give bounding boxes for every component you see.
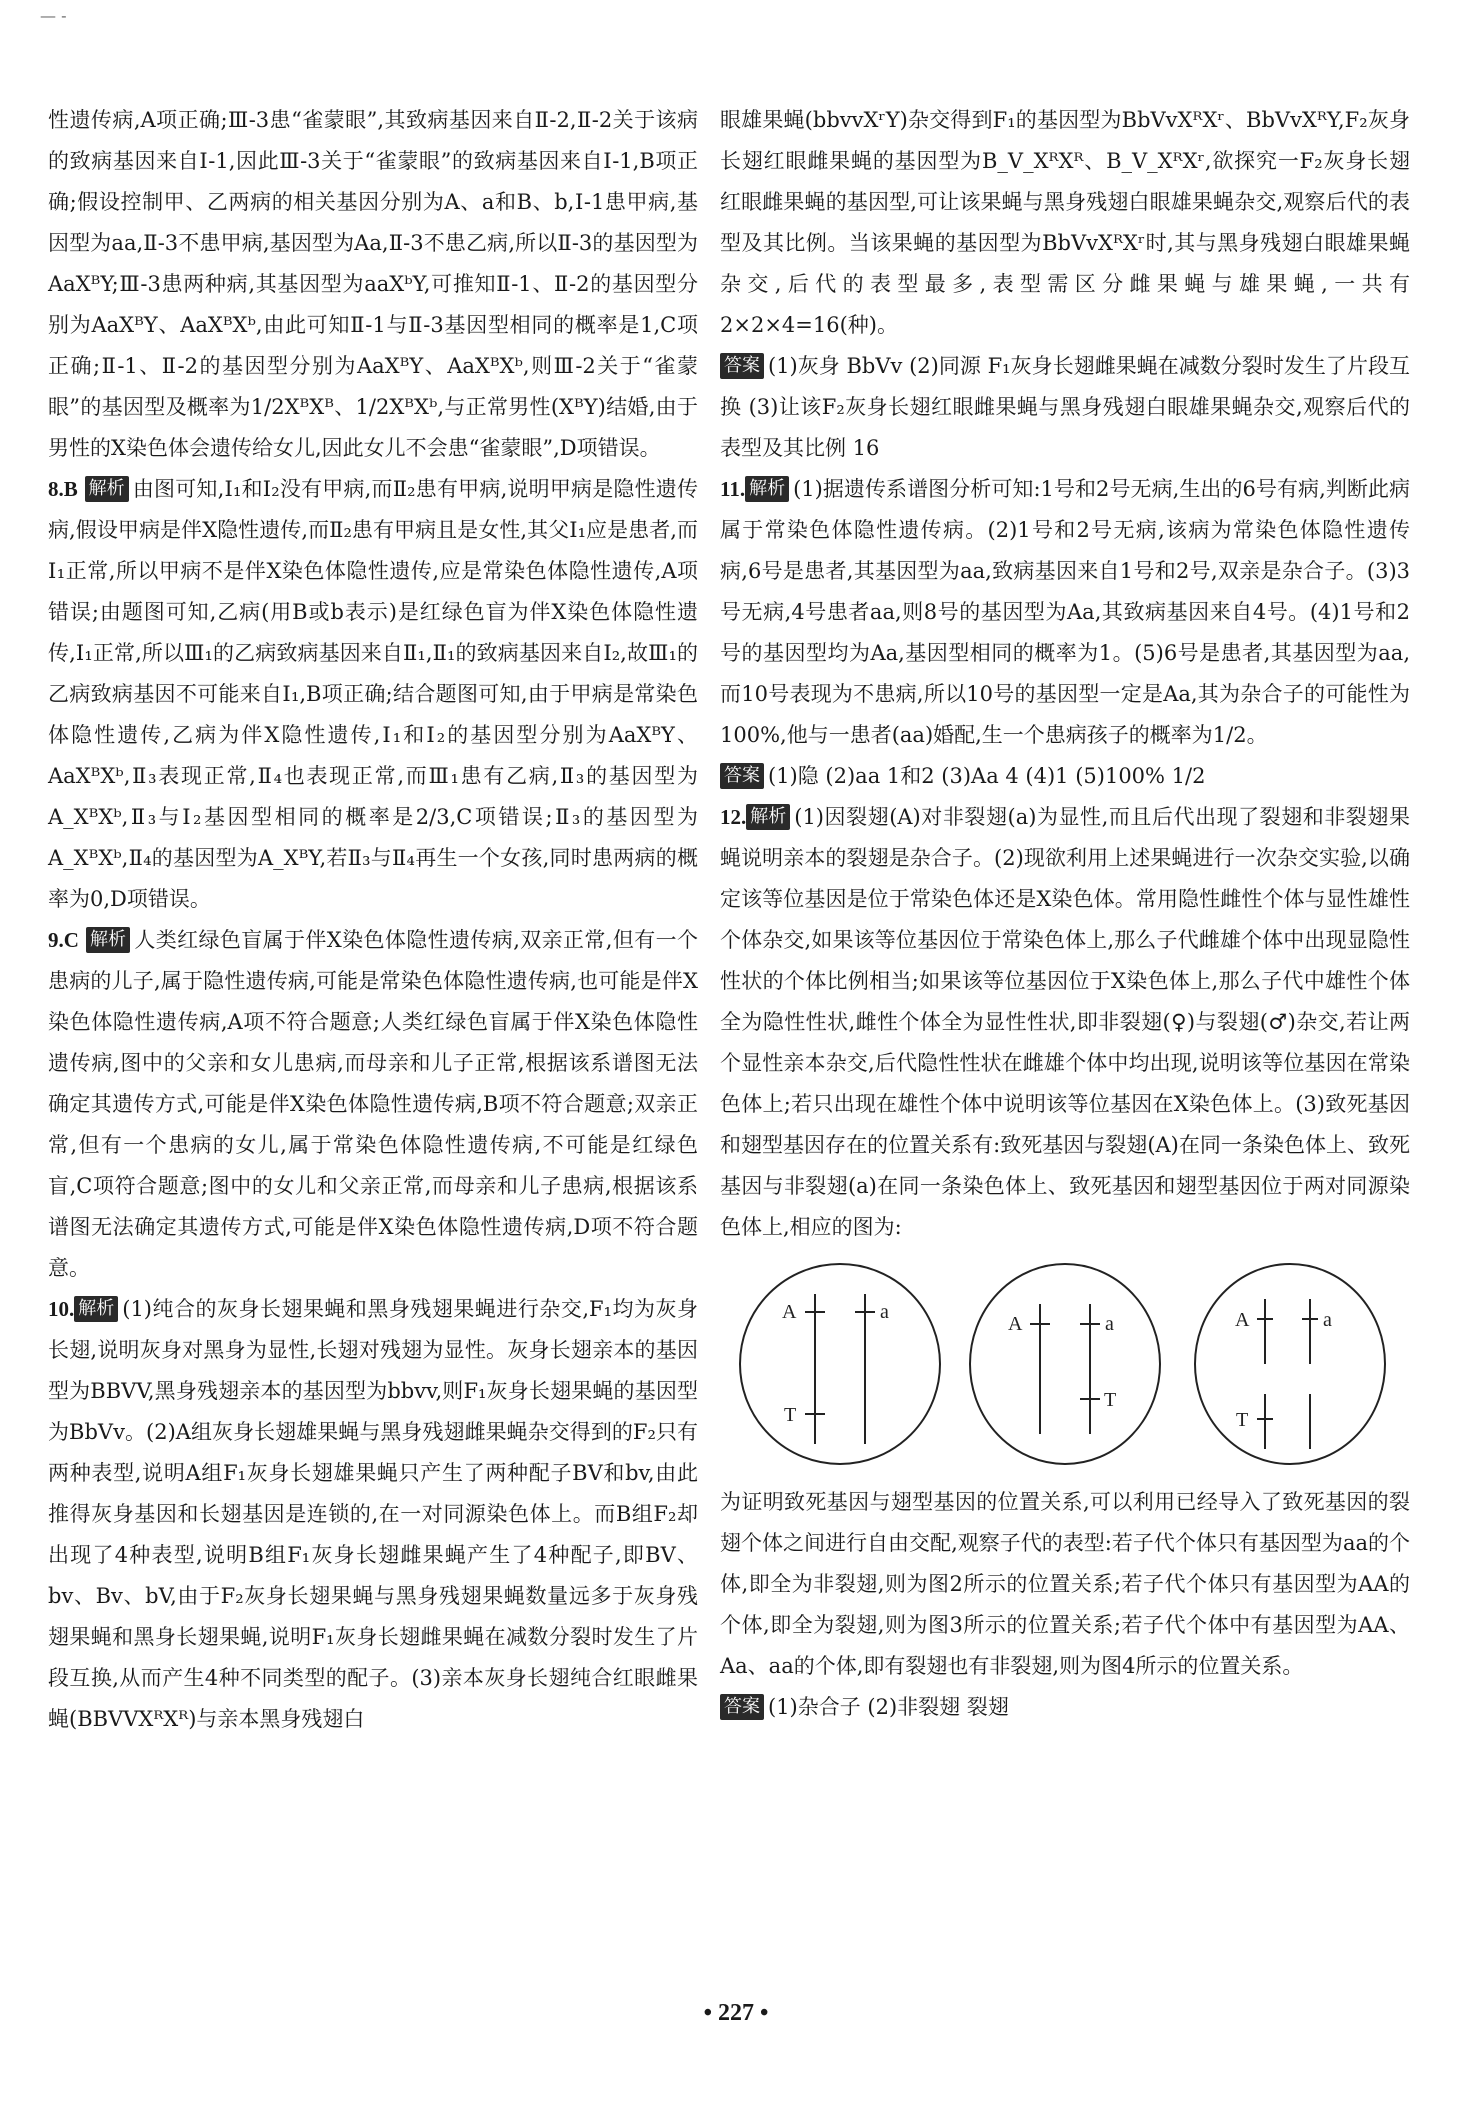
label-A: A — [1008, 1313, 1023, 1335]
analysis-tag: 解析 — [745, 476, 789, 502]
analysis-tag: 解析 — [746, 804, 790, 830]
left-column — [48, 100, 698, 1740]
label-T: T — [784, 1404, 797, 1426]
label-a: a — [1105, 1313, 1114, 1335]
chromosome-figures — [720, 1254, 1410, 1474]
item-8: 8.B 解析 由图可知,Ⅰ₁和Ⅰ₂没有甲病,而Ⅱ₂患有甲病,说明甲病是隐性遗传病,假设甲病是伴X隐性遗传,而Ⅱ₂患有甲病且是女性,其父Ⅰ₁应是患者,而Ⅰ₁正常,所以甲病不是伴X染色体隐性遗传,应是常染色体隐性遗传,A项错误;由题图可知,乙病(用B或b表示)是红绿色盲为伴X染色体隐性遗传,Ⅰ₁正常,所以Ⅲ₁的乙病致病基因来自Ⅱ₁,Ⅱ₁的致病基因来自Ⅰ₂,故Ⅲ₁的乙病致病基因不可能来自Ⅰ₁,B项正确;结合题图可知,由于甲病是常染色体隐性遗传,乙病为伴X隐性遗传,Ⅰ₁和Ⅰ₂的基因型分别为AaXᴮY、AaXᴮXᵇ,Ⅱ₃表现正常,Ⅱ₄也表现正常,而Ⅲ₁患有乙病,Ⅱ₃的基因型为A_XᴮXᵇ,Ⅱ₃与Ⅰ₂基因型相同的概率是2/3,C项错误;Ⅱ₃的基因型为A_XᴮXᵇ,Ⅱ₄的基因型为A_XᴮY,若Ⅱ₃与Ⅱ₄再生一个女孩,同时患两病的概率为0,D项错误。 — [48, 477, 698, 911]
item-11: 11. 解析 (1)据遗传系谱图分析可知:1号和2号无病,生出的6号有病,判断此病属于常染色体隐性遗传病。(2)1号和2号无病,该病为常染色体隐性遗传病,6号是患者,其基因型为aa,致病基因来自1号和2号,双亲是杂合子。(3)3号无病,4号患者aa,则8号的基因型为Aa,其致病基因来自4号。(4)1号和2号的基因型均为Aa,基因型相同的概率为1。(5)6号是患者,其基因型为aa,而10号表现为不患病,所以10号的基因型一定是Aa,其为杂合子的可能性为100%,他与一患者(aa)婚配,生一个患病孩子的概率为1/2。 — [720, 477, 1410, 747]
answer-tag: 答案 — [720, 1694, 764, 1720]
paragraph-continued: 眼雄果蝇(bbvvXʳY)杂交得到F₁的基因型为BbVvXᴿXʳ、BbVvXᴿY,F₂灰身长翅红眼雌果蝇的基因型为B_V_XᴿXᴿ、B_V_XᴿXʳ,欲探究一F₂灰身长翅红眼雌果蝇的基因型,可让该果蝇与黑身残翅白眼雄果蝇杂交,观察后代的表型及其比例。当该果蝇的基因型为BbVvXᴿXʳ时,其与黑身残翅白眼雄果蝇杂交,后代的表型最多,表型需区分雌果蝇与雄果蝇,一共有2×2×4=16(种)。 — [720, 108, 1410, 337]
figure-2 — [740, 1264, 940, 1464]
label-a: a — [1323, 1309, 1332, 1331]
analysis-tag: 解析 — [86, 927, 130, 953]
figure-3 — [970, 1264, 1160, 1464]
paragraph-continued: 性遗传病,A项正确;Ⅲ-3患“雀蒙眼”,其致病基因来自Ⅱ-2,Ⅱ-2关于该病的致病基因来自Ⅰ-1,因此Ⅲ-3关于“雀蒙眼”的致病基因来自Ⅰ-1,B项正确;假设控制甲、乙两病的相关基因分别为A、a和B、b,Ⅰ-1患甲病,基因型为aa,Ⅱ-3不患甲病,基因型为Aa,Ⅱ-3不患乙病,所以Ⅱ-3的基因型为AaXᴮY;Ⅲ-3患两种病,其基因型为aaXᵇY,可推知Ⅱ-1、Ⅱ-2的基因型分别为AaXᴮY、AaXᴮXᵇ,由此可知Ⅱ-1与Ⅱ-3基因型相同的概率是1,C项正确;Ⅱ-1、Ⅱ-2的基因型分别为AaXᴮY、AaXᴮXᵇ,则Ⅲ-2关于“雀蒙眼”的基因型及概率为1/2XᴮXᴮ、1/2XᴮXᵇ,与正常男性(XᴮY)结婚,由于男性的X染色体会遗传给女儿,因此女儿不会患“雀蒙眼”,D项错误。 — [48, 108, 698, 460]
corner-mark: — - — [40, 6, 67, 25]
item-9: 9.C 解析 人类红绿色盲属于伴X染色体隐性遗传病,双亲正常,但有一个患病的儿子,属于隐性遗传病,可能是常染色体隐性遗传病,也可能是伴X染色体隐性遗传病,A项不符合题意;人类红绿色盲属于伴X染色体隐性遗传病,图中的父亲和女儿患病,而母亲和儿子正常,根据该系谱图无法确定其遗传方式,可能是伴X染色体隐性遗传病,B项不符合题意;双亲正常,但有一个患病的女儿,属于常染色体隐性遗传病,不可能是红绿色盲,C项符合题意;图中的女儿和父亲正常,而母亲和儿子患病,根据该系谱图无法确定其遗传方式,可能是伴X染色体隐性遗传病,D项不符合题意。 — [48, 928, 698, 1280]
page-number: • 227 • — [703, 2000, 769, 2026]
label-A: A — [1235, 1309, 1250, 1331]
item-10: 10. 解析 (1)纯合的灰身长翅果蝇和黑身残翅果蝇进行杂交,F₁均为灰身长翅,说明灰身对黑身为显性,长翅对残翅为显性。灰身长翅亲本的基因型为BBVV,黑身残翅亲本的基因型为bbvv,则F₁灰身长翅果蝇的基因型为BbVv。(2)A组灰身长翅雄果蝇与黑身残翅雌果蝇杂交得到的F₂只有两种表型,说明A组F₁灰身长翅雄果蝇只产生了两种配子BV和bv,由此推得灰身基因和长翅基因是连锁的,在一对同源染色体上。而B组F₂却出现了4种表型,说明B组F₁灰身长翅雌果蝇产生了4种配子,即BV、bv、Bv、bV,由于F₂灰身长翅果蝇与黑身残翅果蝇数量远多于灰身残翅果蝇和黑身长翅果蝇,说明F₁灰身长翅雌果蝇在减数分裂时发生了片段互换,从而产生4种不同类型的配子。(3)亲本灰身长翅纯合红眼雌果蝇(BBVVXᴿXᴿ)与亲本黑身残翅白 — [48, 1297, 698, 1731]
chromosome-diagram — [720, 1254, 1410, 1474]
answer-12: 答案 (1)杂合子 (2)非裂翅 裂翅 — [720, 1687, 1410, 1728]
label-a: a — [880, 1301, 889, 1323]
label-T: T — [1236, 1409, 1249, 1431]
answer-10: 答案 (1)灰身 BbVv (2)同源 F₁灰身长翅雌果蝇在减数分裂时发生了片段互换 (3)让该F₂灰身长翅红眼雌果蝇与黑身残翅白眼雄果蝇杂交,观察后代的表型及其比例 16 — [720, 354, 1410, 460]
answer-tag: 答案 — [720, 763, 764, 789]
answer-11: 答案 (1)隐 (2)aa 1和2 (3)Aa 4 (4)1 (5)100% 1/2 — [720, 756, 1410, 797]
figure-4 — [1195, 1264, 1385, 1464]
label-T: T — [1104, 1389, 1117, 1411]
label-A: A — [782, 1301, 797, 1323]
item-12: 12. 解析 (1)因裂翅(A)对非裂翅(a)为显性,而且后代出现了裂翅和非裂翅果蝇说明亲本的裂翅是杂合子。(2)现欲利用上述果蝇进行一次杂交实验,以确定该等位基因是位于常染色体还是X染色体。常用隐性雌性个体与显性雄性个体杂交,如果该等位基因位于常染色体上,那么子代雌雄个体中出现显隐性性状的个体比例相当;如果该等位基因位于X染色体上,那么子代中雄性个体全为隐性性状,雌性个体全为显性性状,即非裂翅(♀)与裂翅(♂)杂交,若让两个显性亲本杂交,后代隐性性状在雌雄个体中均出现,说明该等位基因在常染色体上;若只出现在雄性个体中说明该等位基因在X染色体上。(3)致死基因和翅型基因存在的位置关系有:致死基因与裂翅(A)在同一条染色体上、致死基因与非裂翅(a)在同一条染色体上、致死基因和翅型基因位于两对同源染色体上,相应的图为: — [720, 805, 1410, 1239]
analysis-tag: 解析 — [74, 1296, 118, 1322]
analysis-tag: 解析 — [85, 476, 129, 502]
paragraph-explanation: 为证明致死基因与翅型基因的位置关系,可以利用已经导入了致死基因的裂翅个体之间进行自由交配,观察子代的表型:若子代个体只有基因型为aa的个体,即全为非裂翅,则为图2所示的位置关系;若子代个体只有基因型为AA的个体,即全为裂翅,则为图3所示的位置关系;若子代个体中有基因型为AA、Aa、aa的个体,即有裂翅也有非裂翅,则为图4所示的位置关系。 — [720, 1490, 1410, 1678]
answer-tag: 答案 — [720, 353, 764, 379]
right-column — [720, 100, 1410, 1728]
